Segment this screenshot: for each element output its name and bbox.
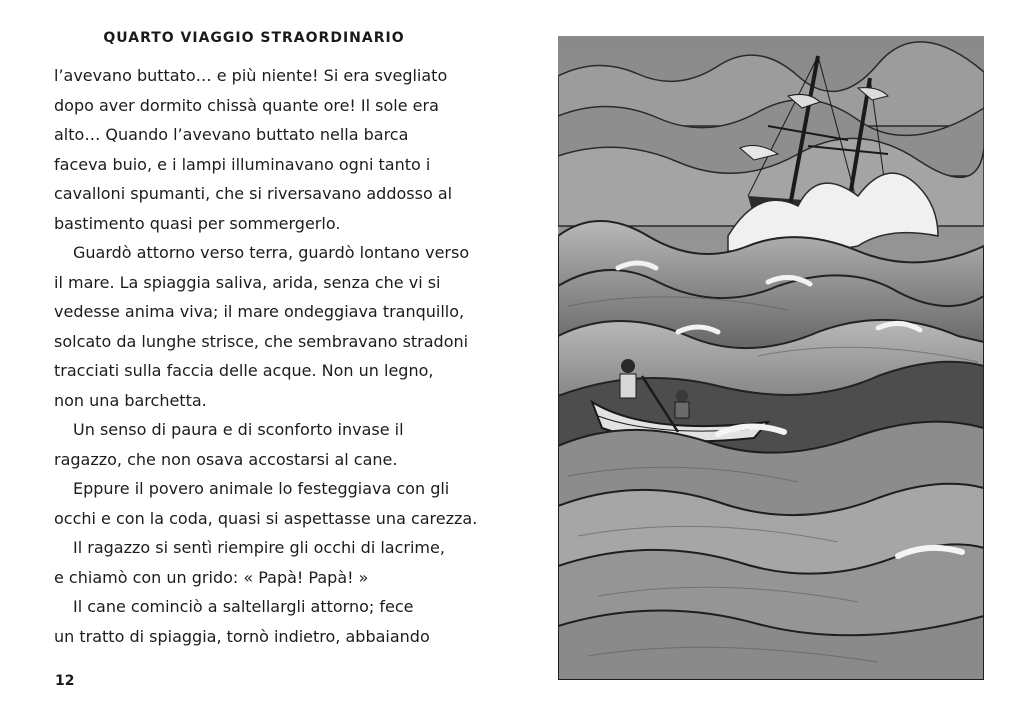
text-line: non una barchetta. xyxy=(54,390,207,410)
text-line: Il cane cominciò a saltellargli attorno; fece xyxy=(73,597,414,616)
text-line: Guardò attorno verso terra, guardò lontano verso xyxy=(73,243,470,262)
text-line: ragazzo, che non osava accostarsi al cane. xyxy=(54,449,398,469)
text-line: faceva buio, e i lampi illuminavano ogni tanto i xyxy=(54,154,431,174)
text-line: vedesse anima viva; il mare ondeggiava tranquillo, xyxy=(54,302,465,321)
text-line: solcato da lunghe strisce, che sembravano stradoni xyxy=(54,331,469,351)
text-line: un tratto di spiaggia, tornò indietro, abbaiando xyxy=(54,626,430,646)
text-line: cavalloni spumanti, che si riversavano addosso al xyxy=(54,184,453,203)
text-line: il mare. La spiaggia saliva, arida, senza che vi si xyxy=(54,272,441,292)
text-line: l’avevano buttato… e più niente! Si era svegliato xyxy=(54,66,448,85)
body-text xyxy=(54,61,478,651)
text-line: tracciati sulla faccia delle acque. Non un legno, xyxy=(54,361,434,380)
text-line: bastimento quasi per sommergerlo. xyxy=(54,213,341,233)
sea-storm-illustration xyxy=(558,36,984,680)
text-line: e chiamò con un grido: « Papà! Papà! » xyxy=(54,567,369,587)
text-line: dopo aver dormito chissà quante ore! Il sole era xyxy=(54,95,439,115)
running-header: QUARTO VIAGGIO STRAORDINARIO xyxy=(103,30,405,46)
illustration-drawing xyxy=(558,36,984,680)
text-line: occhi e con la coda, quasi si aspettasse una carezza. xyxy=(54,508,478,528)
text-line: Un senso di paura e di sconforto invase il xyxy=(73,420,404,439)
text-line: Eppure il povero animale lo festeggiava con gli xyxy=(73,479,450,498)
text-line: Il ragazzo si sentì riempire gli occhi di lacrime, xyxy=(73,538,445,557)
page-number: 12 xyxy=(55,673,75,689)
text-line: alto… Quando l’avevano buttato nella barca xyxy=(54,125,409,144)
